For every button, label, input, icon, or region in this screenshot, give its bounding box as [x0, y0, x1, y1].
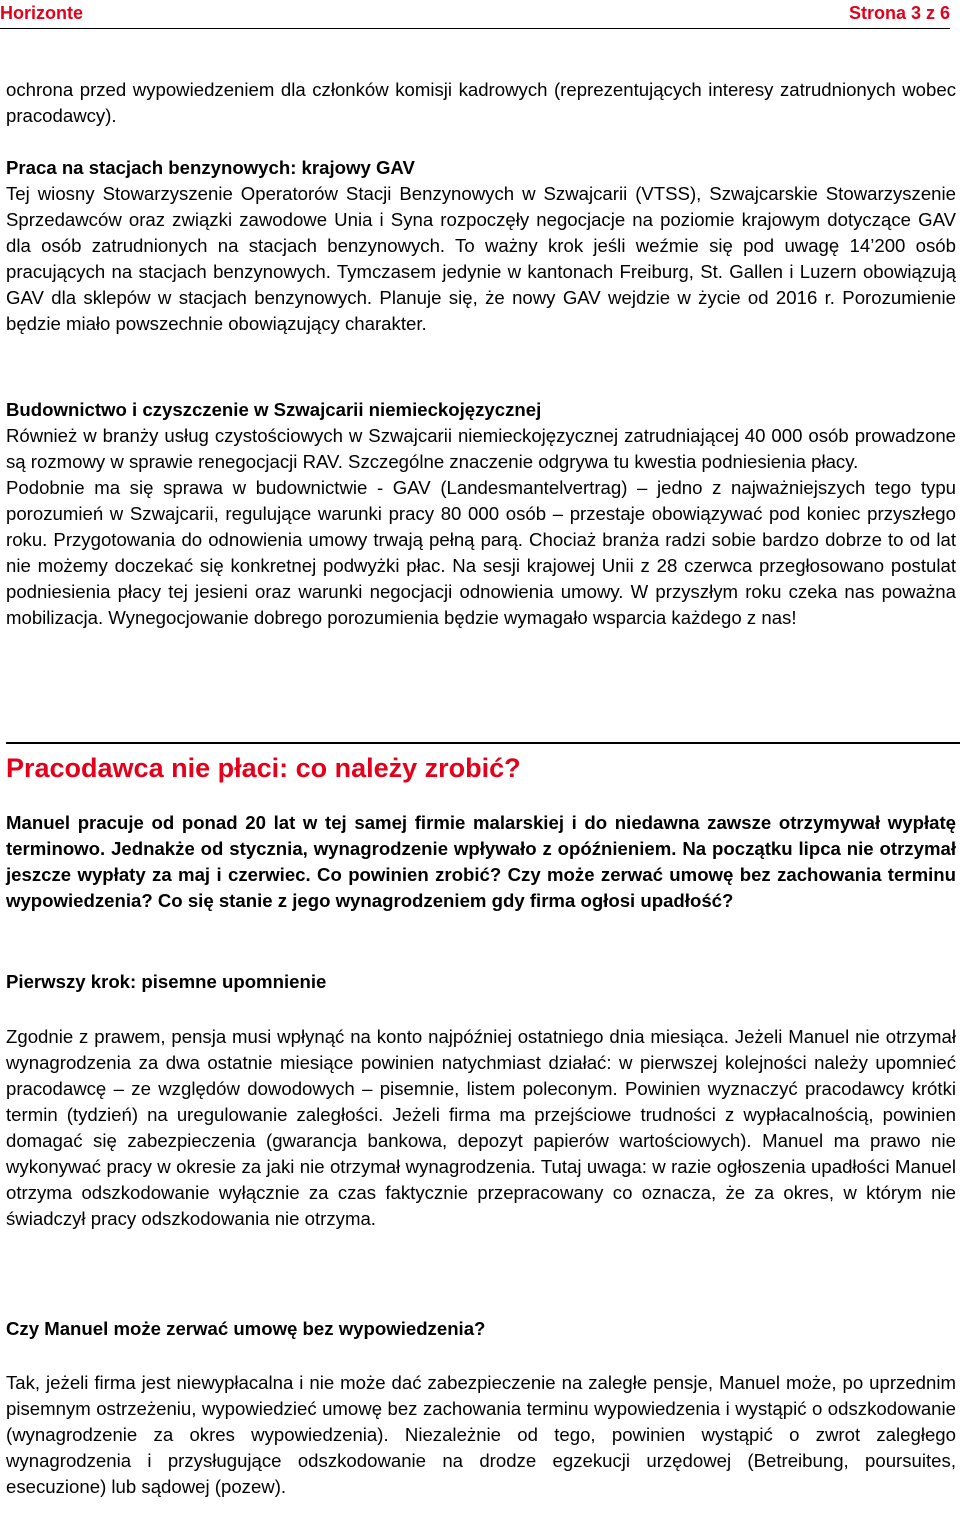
gav-body: Tej wiosny Stowarzyszenie Operatorów Stacji Benzynowych w Szwajcarii (VTSS), Szwajcarskie Stowarzyszenie Sprzedawców oraz związki zawodowe Unia i Syna rozpoczęły negocjacje na poziomie krajowym dotyczące GAV dla osób zatrudnionych na stacjach benzynowych. To ważny krok jeśli weźmie się pod uwagę 14’200 osób pracujących na stacjach benzynowych. Tymczasem jedynie w kantonach Freiburg, St. Gallen i Luzern obowiązują GAV dla sklepów w stacjach benzynowych. Planuje się, że nowy GAV wejdzie w życie od 2016 r. Porozumienie będzie miało powszechnie obowiązujący charakter.	[6, 183, 956, 334]
article-title: Pracodawca nie płaci: co należy zrobić?	[6, 753, 521, 783]
step1-heading: Pierwszy krok: pisemne upomnienie	[6, 971, 327, 992]
article-lead: Manuel pracuje od ponad 20 lat w tej samej firmie malarskiej i do niedawna zawsze otrzymywał wypłatę terminowo. Jednakże od stycznia, wynagrodzenie wpływało z opóźnieniem. Na początku lipca nie otrzymał jeszcze wypłaty za maj i czerwiec. Co powinien zrobić? Czy może zerwać umowę bez zachowania terminu wypowiedzenia? Co się stanie z jego wynagrodzeniem gdy firma ogłosi upadłość?	[6, 812, 956, 911]
building-section	[6, 397, 956, 631]
page-header	[0, 0, 950, 29]
question2-heading: Czy Manuel może zerwać umowę bez wypowiedzenia?	[6, 1318, 486, 1339]
intro-paragraph: ochrona przed wypowiedzeniem dla członków komisji kadrowych (reprezentujących interesy zatrudnionych wobec pracodawcy).	[6, 79, 956, 126]
building-paragraph-2: Podobnie ma się sprawa w budownictwie - GAV (Landesmantelvertrag) – jedno z najważniejszych tego typu porozumień w Szwajcarii, regulujące warunki pracy 80 000 osób – przestaje obowiązywać pod koniec przyszłego roku. Przygotowania do odnowienia umowy trwają pełną parą. Chociaż branża radzi sobie bardzo dobrze to od lat nie możemy doczekać się konkretnej podwyżki płac. Na sesji krajowej Unii z 28 czerwca przegłosowano postulat podniesienia płacy tej jesieni oraz warunki negocjacji odnowienia umowy. W przyszłym roku czeka nas poważna mobilizacja. Wynegocjowanie dobrego porozumienia będzie wymagało wsparcia każdego z nas!	[6, 477, 956, 628]
publication-title: Horizonte	[0, 3, 83, 23]
page-number: Strona 3 z 6	[848, 3, 950, 23]
gav-section	[6, 155, 956, 337]
building-heading: Budownictwo i czyszczenie w Szwajcarii niemieckojęzycznej	[6, 399, 542, 420]
gav-heading: Praca na stacjach benzynowych: krajowy GAV	[6, 157, 415, 178]
question2-body: Tak, jeżeli firma jest niewypłacalna i nie może dać zabezpieczenie na zaległe pensje, Manuel może, po uprzednim pisemnym ostrzeżeniu, wypowiedzieć umowę bez zachowania terminu wypowiedzenia i wystąpić o odszkodowanie (wynagrodzenie za okres wypowiedzenia). Niezależnie od tego, powinien wystąpić o zwrot zaległego wynagrodzenia i przysługujące odszkodowanie na drodze egzekucji urzędowej (Betreibung, poursuites, esecuzione) lub sądowej (pozew).	[6, 1372, 956, 1497]
step1-body: Zgodnie z prawem, pensja musi wpłynąć na konto najpóźniej ostatniego dnia miesiąca. Jeżeli Manuel nie otrzymał wynagrodzenia za dwa ostatnie miesiące powinien natychmiast działać: w pierwszej kolejności należy upomnieć pracodawcę – ze względów dowodowych – pisemnie, listem poleconym. Powinien wyznaczyć pracodawcy krótki termin (tydzień) na uregulowanie zaległości. Jeżeli firma ma przejściowe trudności z wypłacalnością, powinien domagać się zabezpieczenia (gwarancja bankowa, depozyt papierów wartościowych). Manuel ma prawo nie wykonywać pracy w okresie za jaki nie otrzymał wynagrodzenia. Tutaj uwaga: w razie ogłoszenia upadłości Manuel otrzyma odszkodowanie wyłącznie za czas faktycznie przepracowany co oznacza, że za okres, w którym nie świadczył pracy odszkodowania nie otrzyma.	[6, 1026, 956, 1229]
section-divider	[6, 742, 960, 744]
building-paragraph-1: Również w branży usług czystościowych w Szwajcarii niemieckojęzycznej zatrudniającej 40 000 osób prowadzone są rozmowy w sprawie renegocjacji RAV. Szczególne znaczenie odgrywa tu kwestia podniesienia płacy.	[6, 425, 956, 472]
